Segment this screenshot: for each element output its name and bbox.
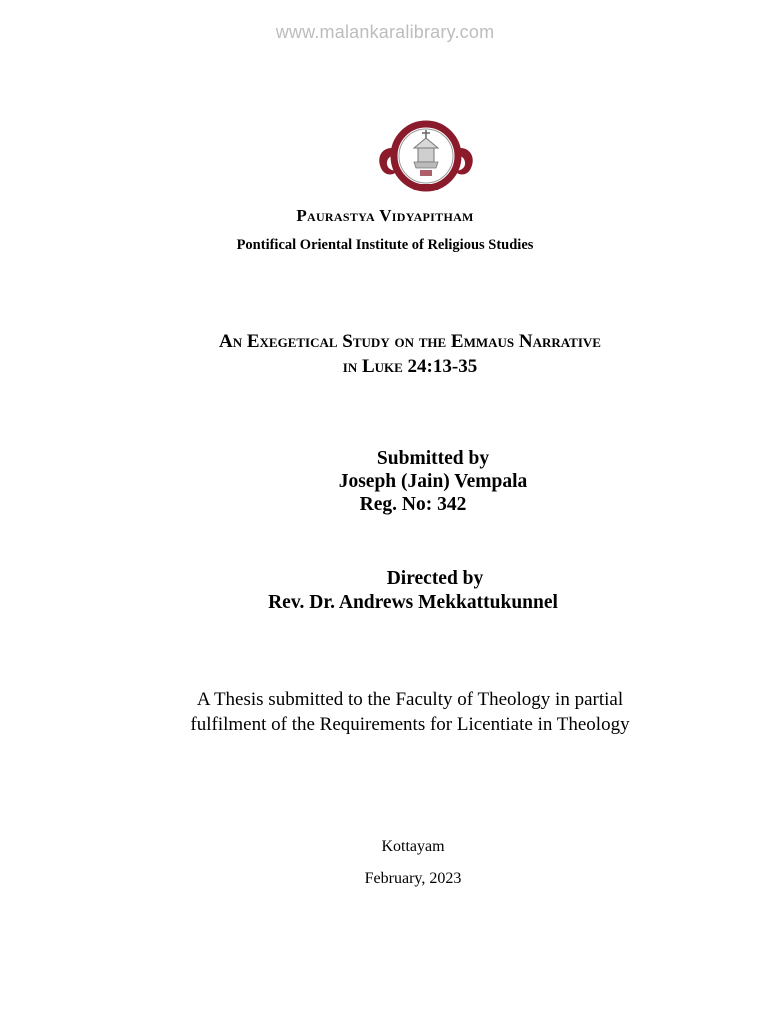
thesis-statement-line-1: A Thesis submitted to the Faculty of Theology in partial bbox=[196, 689, 624, 710]
place: Kottayam bbox=[381, 838, 445, 855]
institute-name: Paurastya Vidyapitham bbox=[296, 206, 474, 225]
thesis-title-line-2: in Luke 24:13-35 bbox=[342, 356, 478, 377]
author-name: Joseph (Jain) Vempala bbox=[338, 471, 528, 492]
directed-by-label: Directed by bbox=[386, 568, 484, 589]
institute-seal-icon bbox=[374, 118, 478, 196]
submitted-by-label: Submitted by bbox=[376, 448, 490, 469]
thesis-statement-line-2: fulfilment of the Requirements for Licentiate in Theology bbox=[190, 714, 630, 735]
watermark: www.malankaralibrary.com bbox=[275, 22, 495, 42]
registration-number: Reg. No: 342 bbox=[359, 494, 467, 515]
director-name: Rev. Dr. Andrews Mekkattukunnel bbox=[268, 592, 558, 613]
date: February, 2023 bbox=[364, 870, 462, 887]
thesis-title-line-1: An Exegetical Study on the Emmaus Narrative bbox=[219, 331, 601, 352]
institute-subtitle: Pontifical Oriental Institute of Religious Studies bbox=[236, 237, 534, 253]
